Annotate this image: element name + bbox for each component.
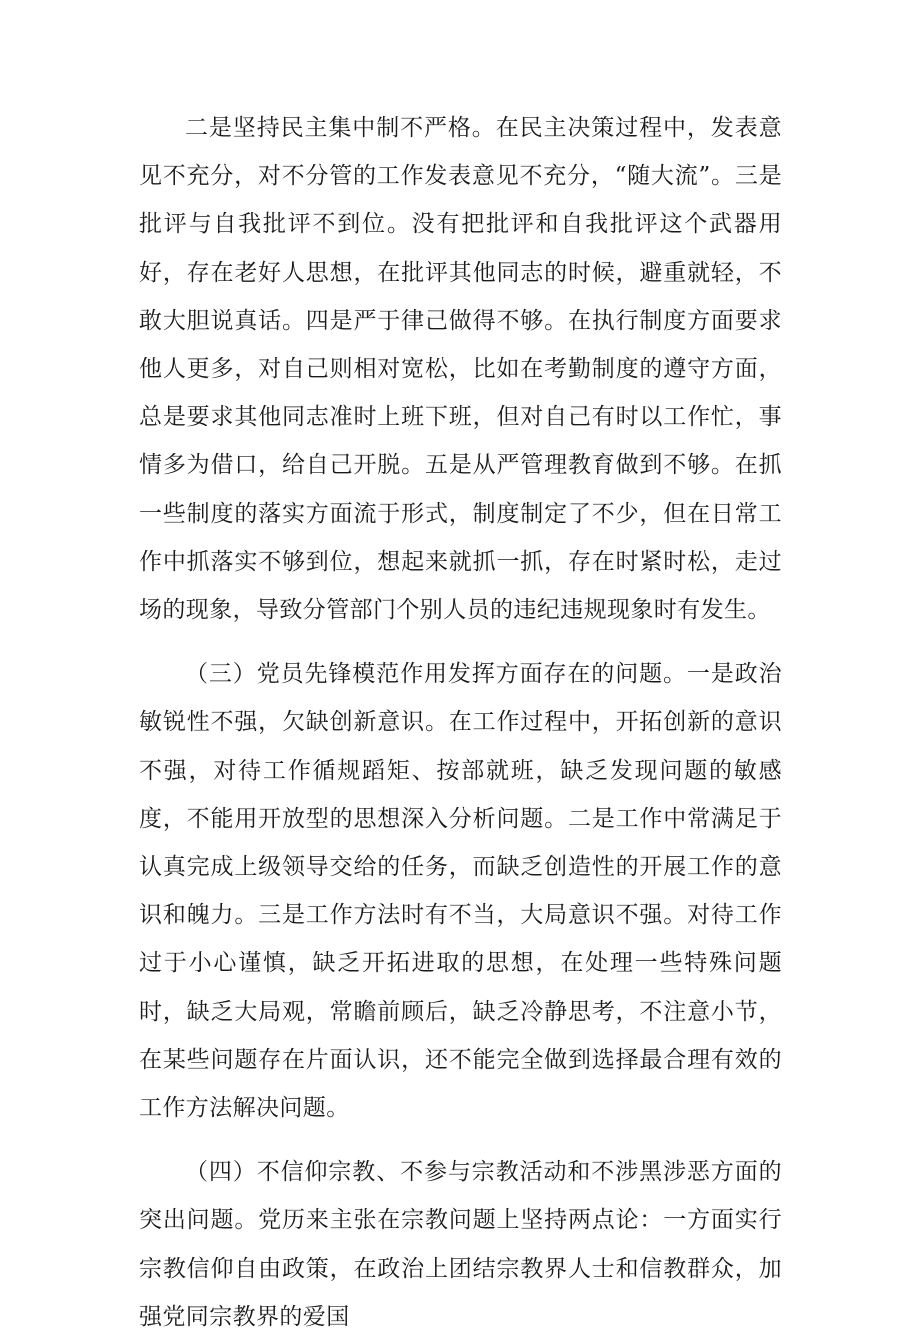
paragraph-section-four: （四）不信仰宗教、不参与宗教活动和不涉黑涉恶方面的突出问题。党历来主张在宗教问题上坚持两点论：一方面实行宗教信仰自由政策，在政治上团结宗教界人士和信教群众，加强党同宗教界的爱国 <box>139 1159 782 1330</box>
paragraph-democratic-centralism: 二是坚持民主集中制不严格。在民主决策过程中，发表意见不充分，对不分管的工作发表意见不充分，“随大流”。三是批评与自我批评不到位。没有把批评和自我批评这个武器用好，存在老好人思想，在批评其他同志的时候，避重就轻，不敢大胆说真话。四是严于律己做得不够。在执行制度方面要求他人更多，对自己则相对宽松，比如在考勤制度的遵守方面，总是要求其他同志准时上班下班，但对自己有时以工作忙，事情多为借口，给自己开脱。五是从严管理教育做到不够。在抓一些制度的落实方面流于形式，制度制定了不少，但在日常工作中抓落实不够到位，想起来就抓一抓，存在时紧时松，走过场的现象，导致分管部门个别人员的违纪违规现象时有发生。 <box>139 115 782 624</box>
paragraph-section-three: （三）党员先锋模范作用发挥方面存在的问题。一是政治敏锐性不强，欠缺创新意识。在工作过程中，开拓创新的意识不强，对待工作循规蹈矩、按部就班，缺乏发现问题的敏感度，不能用开放型的思想深入分析问题。二是工作中常满足于认真完成上级领导交给的任务，而缺乏创造性的开展工作的意识和魄力。三是工作方法时有不当，大局意识不强。对待工作过于小心谨慎，缺乏开拓进取的思想，在处理一些特殊问题时，缺乏大局观，常瞻前顾后，缺乏冷静思考，不注意小节，在某些问题存在片面认识，还不能完全做到选择最合理有效的工作方法解决问题。 <box>139 661 782 1122</box>
document-body <box>139 104 782 1341</box>
